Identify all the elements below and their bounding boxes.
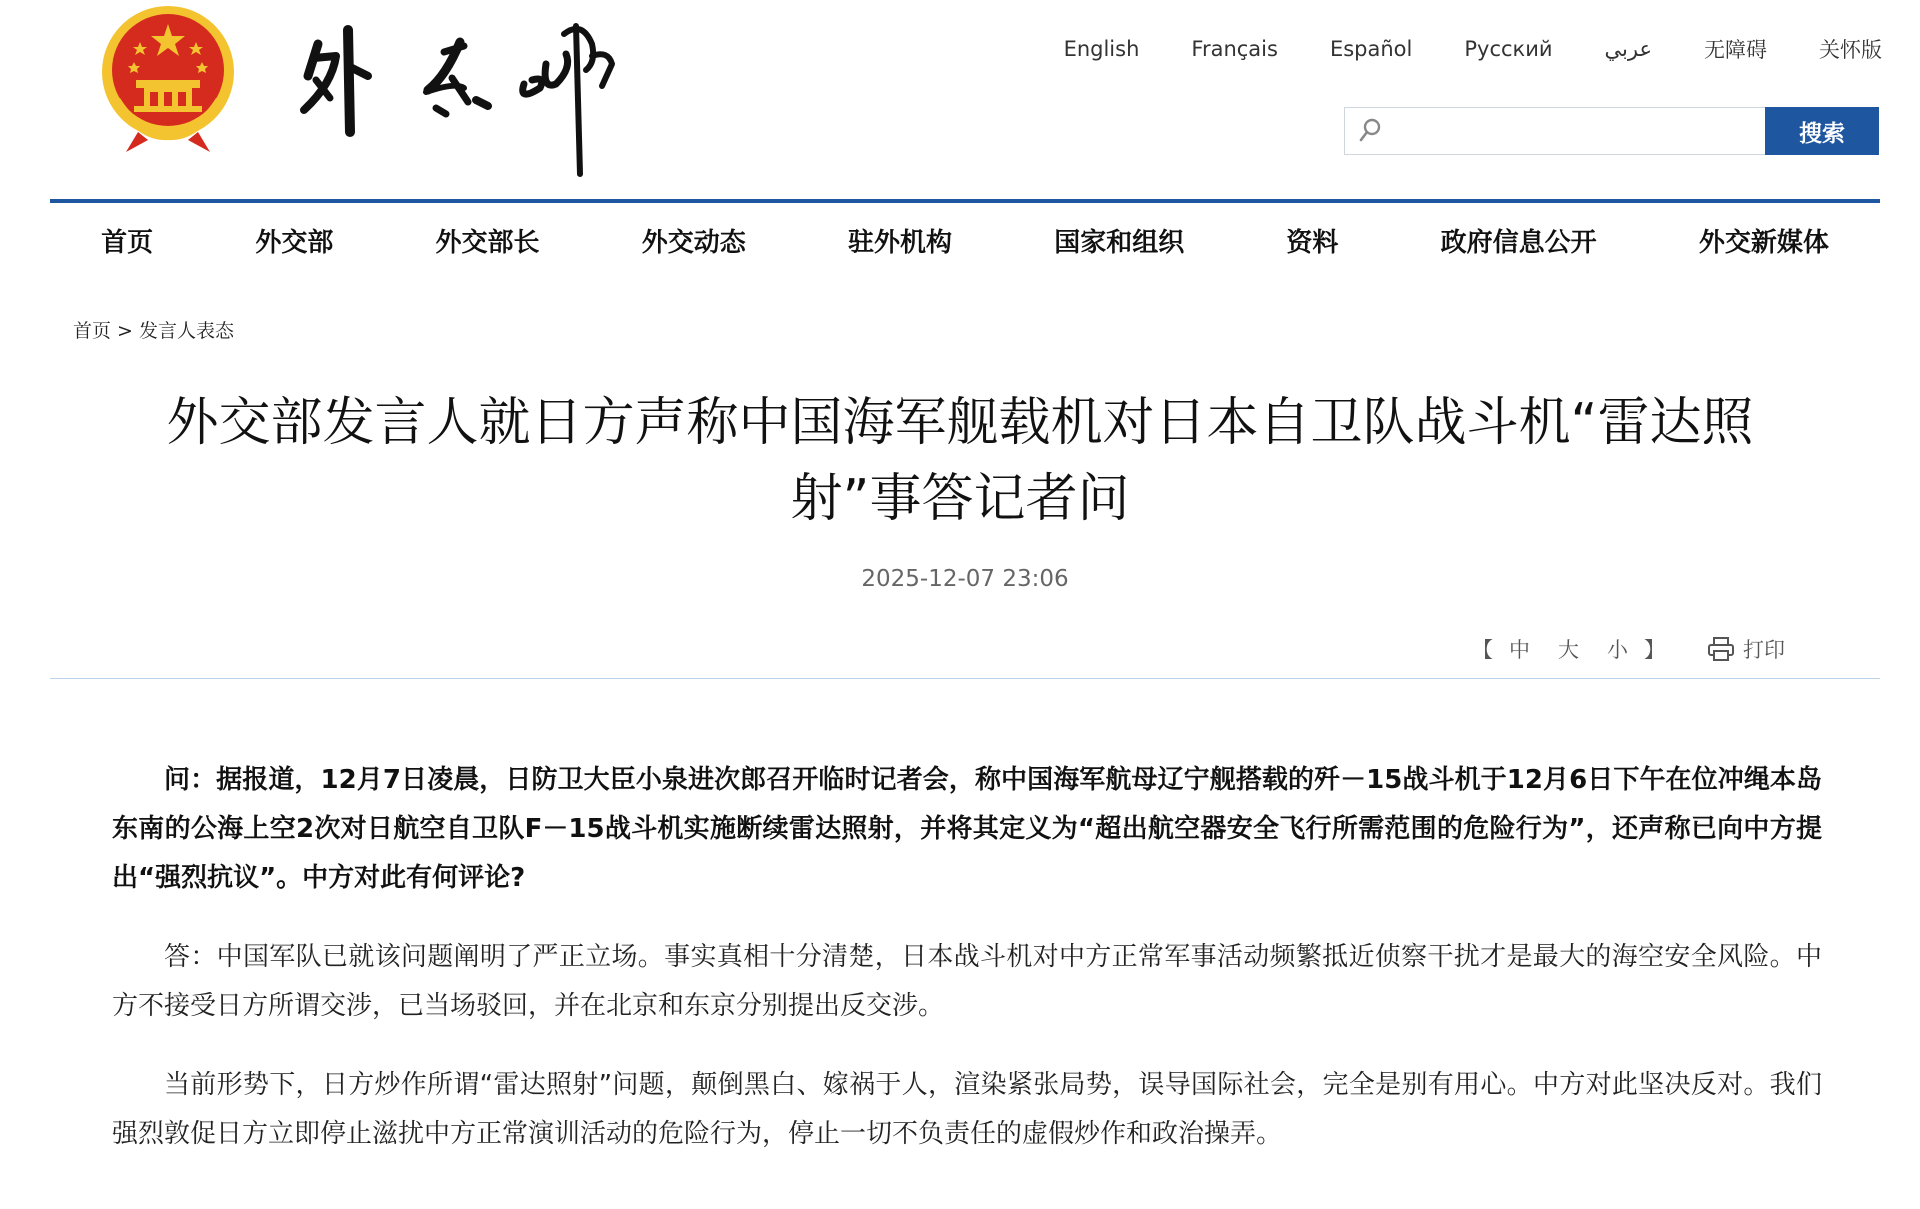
font-size-bracket-close: 】 <box>1644 638 1665 662</box>
breadcrumb-current-link[interactable]: 发言人表态 <box>138 320 234 342</box>
language-bar <box>1012 34 1882 64</box>
ministry-calligraphy-logo[interactable] <box>296 6 636 178</box>
breadcrumb-home-link[interactable]: 首页 <box>73 320 112 342</box>
nav-item-government-info[interactable]: 政府信息公开 <box>1440 227 1597 258</box>
question-paragraph: 问：据报道，12月7日凌晨，日防卫大臣小泉进次郎召开临时记者会，称中国海军航母辽宁舰搭载的歼－15战斗机于12月6日下午在位冲绳本岛东南的公海上空2次对日航空自卫队F－15战斗机实施断续雷达照射，并将其定义为“超出航空器安全飞行所需范围的危险行为”，还声称已向中方提出“强烈抗议”。中方对此有何评论? <box>112 765 1822 893</box>
font-size-large-button[interactable]: 大 <box>1558 638 1579 662</box>
header-divider <box>50 199 1880 203</box>
answer-paragraph: 答：中国军队已就该问题阐明了严正立场。事实真相十分清楚，日本战斗机对中方正常军事活动频繁抵近侦察干扰才是最大的海空安全风险。中方不接受日方所谓交涉，已当场驳回，并在北京和东京分别提出反交涉。 <box>112 942 1822 1021</box>
font-size-control <box>1470 634 1667 664</box>
search-field-wrapper <box>1344 107 1765 155</box>
article-divider <box>50 678 1880 679</box>
lang-russian-link[interactable]: Русский <box>1464 37 1553 61</box>
main-nav <box>50 204 1880 276</box>
print-label: 打印 <box>1743 638 1785 662</box>
lang-french-link[interactable]: Français <box>1191 37 1278 61</box>
elder-care-version-link[interactable]: 关怀版 <box>1819 38 1882 62</box>
nav-item-missions-abroad[interactable]: 驻外机构 <box>847 227 952 258</box>
nav-item-home[interactable]: 首页 <box>101 227 154 258</box>
article-tools <box>1470 634 1785 664</box>
national-emblem-icon[interactable] <box>98 2 238 154</box>
accessibility-link[interactable]: 无障碍 <box>1704 38 1767 62</box>
nav-item-diplomatic-news[interactable]: 外交动态 <box>641 227 746 258</box>
nav-item-resources[interactable]: 资料 <box>1286 227 1339 258</box>
breadcrumb <box>73 316 234 343</box>
font-size-small-button[interactable]: 小 <box>1607 638 1628 662</box>
nav-item-minister[interactable]: 外交部长 <box>435 227 540 258</box>
nav-item-ministry[interactable]: 外交部 <box>255 227 334 258</box>
search-box <box>1344 107 1879 155</box>
print-button[interactable] <box>1707 634 1785 664</box>
search-button[interactable]: 搜索 <box>1765 107 1879 155</box>
print-icon <box>1707 636 1735 662</box>
lang-english-link[interactable]: English <box>1063 37 1140 61</box>
font-size-medium-button[interactable]: 中 <box>1509 638 1530 662</box>
lang-spanish-link[interactable]: Español <box>1329 37 1413 61</box>
search-icon <box>1357 117 1383 143</box>
breadcrumb-separator: > <box>117 320 133 342</box>
nav-item-countries-organizations[interactable]: 国家和组织 <box>1054 227 1185 258</box>
nav-item-new-media[interactable]: 外交新媒体 <box>1698 227 1829 258</box>
lang-arabic-link[interactable]: عربي <box>1604 37 1652 61</box>
article-timestamp: 2025-12-07 23:06 <box>861 566 1069 592</box>
font-size-bracket-open: 【 <box>1472 638 1493 662</box>
answer-paragraph-continued: 当前形势下，日方炒作所谓“雷达照射”问题，颠倒黑白、嫁祸于人，渲染紧张局势，误导国际社会，完全是别有用心。中方对此坚决反对。我们强烈敦促日方立即停止滋扰中方正常演训活动的危险行为，停止一切不负责任的虚假炒作和政治操弄。 <box>112 1070 1822 1149</box>
article-title: 外交部发言人就日方声称中国海军舰载机对日本自卫队战斗机“雷达照射”事答记者问 <box>166 393 1754 529</box>
search-input[interactable] <box>1391 108 1759 154</box>
article-body <box>112 756 1822 1189</box>
